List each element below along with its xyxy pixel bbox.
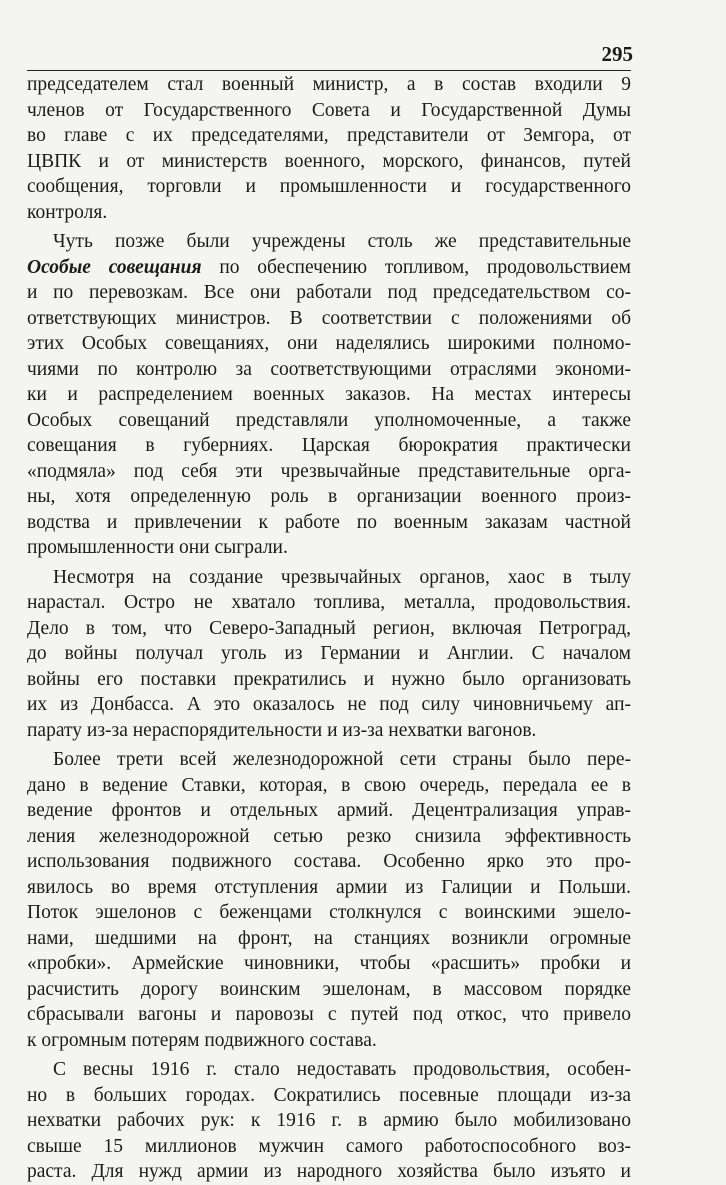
text-line: ления железнодорожной сетью резко снизила эффективность (27, 825, 631, 847)
text-line: нехватки рабочих рук: к 1916 г. в армию было мобилизовано (27, 1110, 631, 1131)
text-line: промышленности они сыграли. (27, 537, 288, 558)
text-line: Несмотря на создание чрезвычайных органов, хаос в тылу (53, 566, 631, 588)
text-line: раста. Для нужд армии из народного хозяйства было изъято и (27, 1161, 631, 1182)
text-line: использования подвижного состава. Особенно ярко это про- (27, 851, 631, 872)
header-rule (27, 70, 631, 71)
text-line: Дело в том, что Северо-Западный регион, включая Петроград, (27, 617, 631, 639)
emphasized-term: Особые совещания (27, 256, 202, 278)
text-line: ЦВПК и от министерств военного, морского, финансов, путей (27, 150, 631, 172)
text-line: дано в ведение Ставки, которая, в свою очередь, передала ее в (27, 774, 631, 796)
page-number: 295 (601, 42, 633, 66)
text-line: сбрасывали вагоны и паровозы с путей под откос, что привело (27, 1004, 631, 1025)
text-line: войны его поставки прекратились и нужно было организовать (27, 668, 631, 690)
text-line: ведение фронтов и отдельных армий. Децентрализация управ- (27, 800, 631, 821)
paragraph (27, 1057, 631, 1185)
text-line: но в больших городах. Сократились посевные площади из-за (27, 1084, 631, 1106)
text-line: водства и привлечении к работе по военным заказам частной (27, 511, 631, 533)
text-run: по обеспечению топливом, продовольствием (201, 256, 631, 278)
text-line: контроля. (27, 201, 108, 223)
paragraph (27, 747, 631, 1053)
text-line: Поток эшелонов с беженцами столкнулся с воинскими эшело- (27, 902, 631, 923)
paragraph (27, 565, 631, 744)
text-line: совещания в губерниях. Царская бюрократия практически (27, 435, 631, 456)
text-line: ответствующих министров. В соответствии с положениями об (27, 307, 631, 329)
text-line: ки и распределением военных заказов. На местах интересы (27, 384, 631, 405)
text-line: явилось во время отступления армии из Галиции и Польши. (27, 876, 631, 898)
text-line: «пробки». Армейские чиновники, чтобы «расшить» пробки и (27, 953, 631, 974)
text-line: Более трети всей железнодорожной сети страны было пере- (53, 749, 631, 770)
text-line: до войны получал уголь из Германии и Англии. С началом (27, 643, 631, 664)
text-line: их из Донбасса. А это оказалось не под силу чиновничьему ап- (27, 694, 631, 715)
text-line: расчистить дорогу воинским эшелонам, в массовом порядке (27, 978, 631, 1000)
text-line (27, 255, 631, 281)
text-line: парату из-за нераспорядительности и из-за нехватки вагонов. (27, 719, 537, 741)
text-line: и по перевозкам. Все они работали под председательством со- (27, 282, 631, 303)
text-line: ны, хотя определенную роль в организации военного произ- (27, 486, 631, 507)
text-line: Особых совещаний представляли уполномоченные, а также (27, 409, 631, 431)
paragraph (27, 229, 631, 561)
text-line: Чуть позже были учреждены столь же представительные (53, 231, 631, 252)
text-line: членов от Государственного Совета и Государственной Думы (27, 99, 631, 121)
text-line: сообщения, торговли и промышленности и государственного (27, 176, 631, 197)
text-line: председателем стал военный министр, а в состав входили 9 (27, 74, 631, 95)
paragraph (27, 72, 631, 225)
text-line: к огромным потерям подвижного состава. (27, 1029, 377, 1051)
text-line: чиями по контролю за соответствующими отраслями экономи- (27, 358, 631, 380)
text-line: нами, шедшими на фронт, на станциях возникли огромные (27, 927, 631, 949)
body-text (27, 72, 631, 1185)
text-line: нарастал. Остро не хватало топлива, металла, продовольствия. (27, 592, 631, 613)
text-line: во главе с их председателями, представители от Земгора, от (27, 125, 631, 146)
text-line: С весны 1916 г. стало недоставать продовольствия, особен- (53, 1059, 631, 1080)
text-line: «подмяла» под себя эти чрезвычайные представительные орга- (27, 460, 631, 482)
text-line: свыше 15 миллионов мужчин самого работоспособного воз- (27, 1135, 631, 1157)
text-line: этих Особых совещаниях, они наделялись широкими полномо- (27, 333, 631, 354)
